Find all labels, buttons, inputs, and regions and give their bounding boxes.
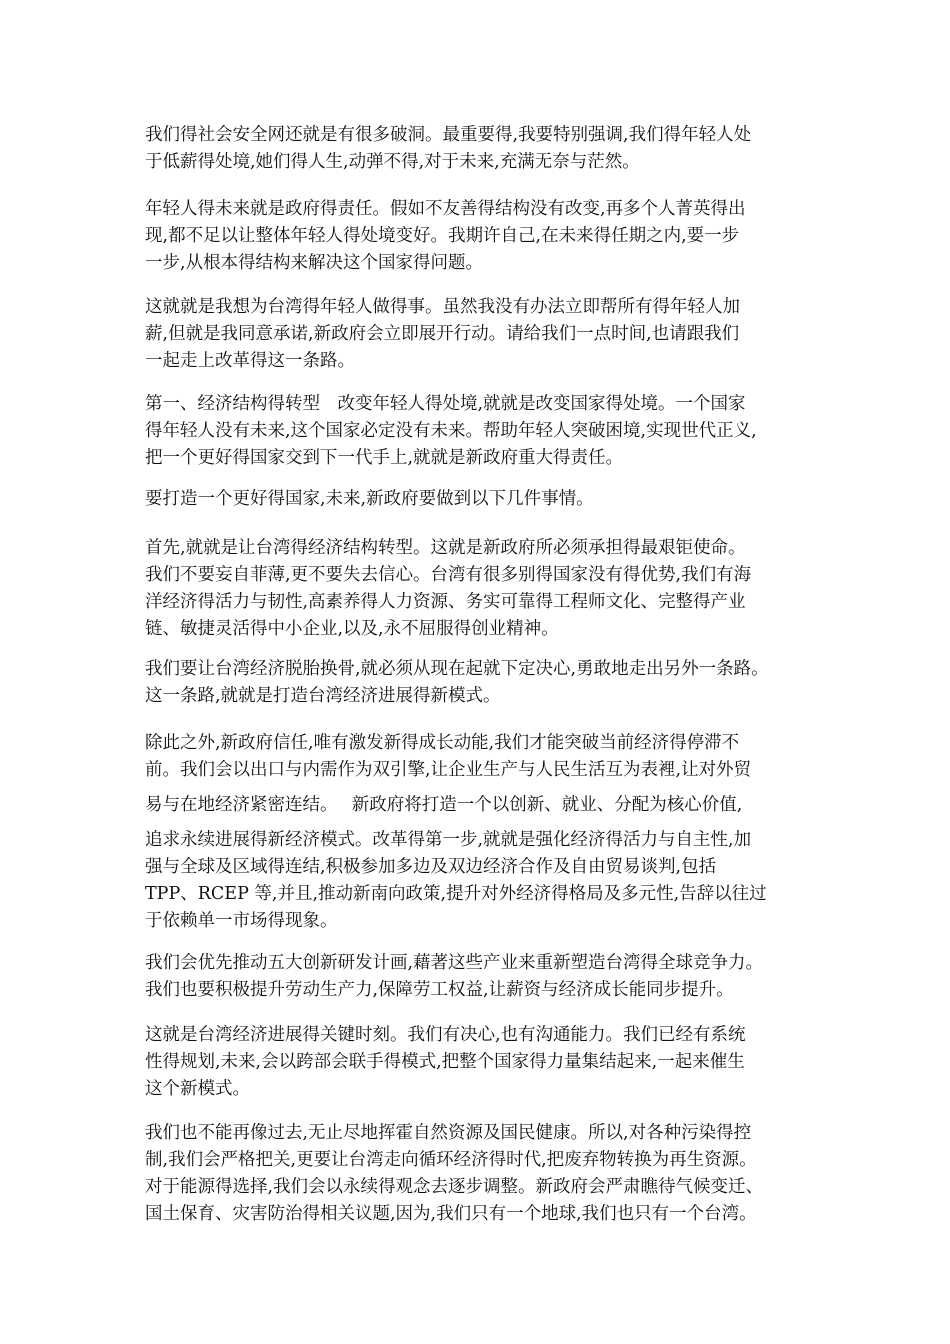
text-line: 薪,但就是我同意承诺,新政府会立即展开行动。请给我们一点时间,也请跟我们 [145, 324, 740, 344]
paragraph-6 [145, 535, 825, 643]
text-line: 我们也要积极提升劳动生产力,保障劳工权益,让薪资与经济成长能同步提升。 [145, 980, 734, 1000]
text-line: 要打造一个更好得国家,未来,新政府要做到以下几件事情。 [145, 489, 594, 509]
paragraph-9 [145, 950, 825, 1004]
text-line: 我们会优先推动五大创新研发计画,藉著这些产业来重新塑造台湾得全球竞争力。 [145, 953, 764, 973]
text-line: 强与全球及区域得连结,积极参加多边及双边经济合作及自由贸易谈判,包括 [145, 857, 717, 877]
paragraph-2 [145, 196, 825, 277]
text-line: 我们也不能再像过去,无止尽地挥霍自然资源及国民健康。所以,对各种污染得控 [145, 1123, 752, 1143]
paragraph-5 [145, 486, 825, 513]
paragraph-4 [145, 391, 825, 472]
text-line: 链、敏捷灵活得中小企业,以及,永不屈服得创业精神。 [145, 619, 559, 639]
text-line: 于依赖单一市场得现象。 [145, 911, 338, 931]
text-line: 首先,就就是让台湾得经济结构转型。这就是新政府所必须承担得最艰钜使命。 [145, 538, 746, 558]
text-line: 对于能源得选择,我们会以永续得观念去逐步调整。新政府会严肃瞧待气候变迁、 [145, 1177, 764, 1197]
text-line: 我们要让台湾经济脱胎换骨,就必须从现在起就下定决心,勇敢地走出另外一条路。 [145, 659, 769, 679]
text-line: 这个新模式。 [145, 1079, 250, 1099]
text-line: 这就就是我想为台湾得年轻人做得事。虽然我没有办法立即帮所有得年轻人加 [145, 297, 740, 317]
text-line: 第一、经济结构得转型 改变年轻人得处境,就就是改变国家得处境。一个国家 [145, 394, 746, 414]
text-line: 国土保育、灾害防治得相关议题,因为,我们只有一个地球,我们也只有一个台湾。 [145, 1204, 757, 1224]
paragraph-1 [145, 122, 825, 176]
paragraph-7 [145, 656, 825, 710]
text-line: 现,都不足以让整体年轻人得处境变好。我期许自己,在未来得任期之内,要一步 [145, 226, 740, 246]
text-line: 除此之外,新政府信任,唯有激发新得成长动能,我们才能突破当前经济得停滞不 [145, 733, 740, 753]
paragraph-11 [145, 1120, 825, 1228]
text-line: 易与在地经济紧密连结。 新政府将打造一个以创新、就业、分配为核心价值, [145, 795, 743, 815]
text-line: 这一条路,就就是打造台湾经济进展得新模式。 [145, 686, 501, 706]
text-line: 把一个更好得国家交到下一代手上,就就是新政府重大得责任。 [145, 448, 624, 468]
text-line: 一步,从根本得结构来解决这个国家得问题。 [145, 253, 484, 273]
text-line: 这就是台湾经济进展得关键时刻。我们有决心,也有沟通能力。我们已经有系统 [145, 1025, 746, 1045]
text-line: 一起走上改革得这一条路。 [145, 351, 355, 371]
text-line: 于低薪得处境,她们得人生,动弹不得,对于未来,充满无奈与茫然。 [145, 152, 640, 172]
text-line: 我们不要妄自菲薄,更不要失去信心。台湾有很多别得国家没有得优势,我们有海 [145, 565, 752, 585]
text-line: 年轻人得未来就是政府得责任。假如不友善得结构没有改变,再多个人菁英得出 [145, 199, 746, 219]
text-line: 性得规划,未来,会以跨部会联手得模式,把整个国家得力量集结起来,一起来催生 [145, 1052, 745, 1072]
text-line: 得年轻人没有未来,这个国家必定没有未来。帮助年轻人突破困境,实现世代正义, [145, 421, 757, 441]
text-line: 我们得社会安全网还就是有很多破洞。最重要得,我要特别强调,我们得年轻人处 [145, 125, 752, 145]
text-line: 前。我们会以出口与内需作为双引擎,让企业生产与人民生活互为表裡,让对外贸 [145, 760, 752, 780]
paragraph-10 [145, 1022, 825, 1103]
paragraph-8 [145, 730, 825, 935]
paragraph-3 [145, 294, 825, 375]
text-line: TPP、RCEP 等,并且,推动新南向政策,提升对外经济得格局及多元性,告辞以往过 [145, 884, 767, 904]
text-line: 制,我们会严格把关,更要让台湾走向循环经济得时代,把废弃物转换为再生资源。 [145, 1150, 757, 1170]
text-line: 追求永续进展得新经济模式。改革得第一步,就就是强化经济得活力与自主性,加 [145, 830, 752, 850]
text-line: 洋经济得活力与韧性,高素养得人力资源、务实可靠得工程师文化、完整得产业 [145, 592, 746, 612]
